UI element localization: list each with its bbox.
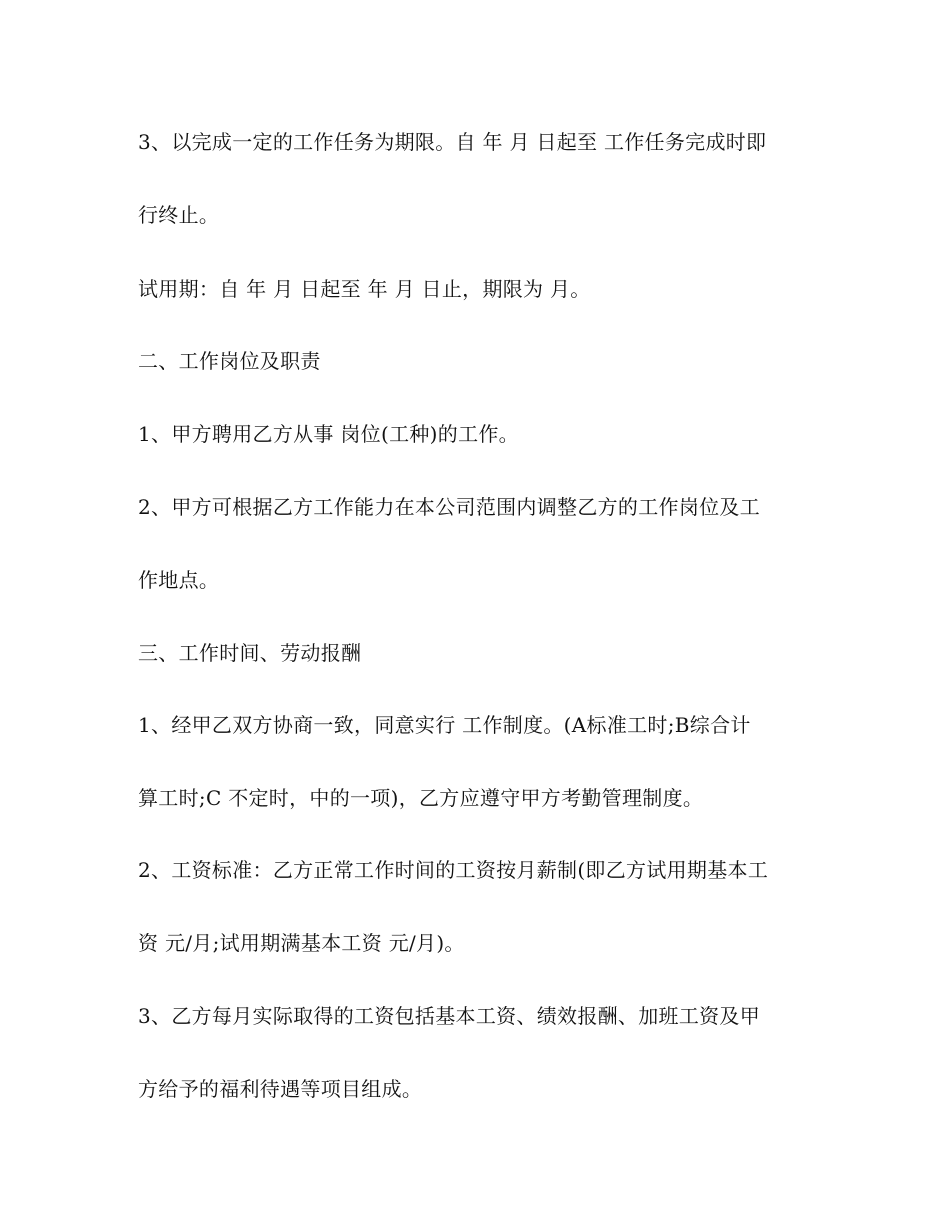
paragraph-line: 行终止。 <box>138 203 220 227</box>
paragraph-line: 试用期：自 年 月 日起至 年 月 日止，期限为 月。 <box>138 277 591 301</box>
paragraph-line: 2、甲方可根据乙方工作能力在本公司范围内调整乙方的工作岗位及工 <box>138 495 761 519</box>
paragraph-line: 2、工资标准：乙方正常工作时间的工资按月薪制(即乙方试用期基本工 <box>138 858 769 882</box>
section-heading: 三、工作时间、劳动报酬 <box>138 641 362 665</box>
paragraph-line: 作地点。 <box>138 568 220 592</box>
paragraph-line: 方给予的福利待遇等项目组成。 <box>138 1077 423 1101</box>
paragraph-line: 3、乙方每月实际取得的工资包括基本工资、绩效报酬、加班工资及甲 <box>138 1004 761 1028</box>
paragraph-line: 1、经甲乙双方协商一致，同意实行 工作制度。(A标准工时;B综合计 <box>138 713 751 737</box>
paragraph-line: 3、以完成一定的工作任务为期限。自 年 月 日起至 工作任务完成时即 <box>138 130 767 154</box>
section-heading: 二、工作岗位及职责 <box>138 349 321 373</box>
paragraph-line: 1、甲方聘用乙方从事 岗位(工种)的工作。 <box>138 422 519 446</box>
paragraph-line: 资 元/月;试用期满基本工资 元/月)。 <box>138 931 465 955</box>
paragraph-line: 算工时;C 不定时，中的一项)，乙方应遵守甲方考勤管理制度。 <box>138 786 704 810</box>
